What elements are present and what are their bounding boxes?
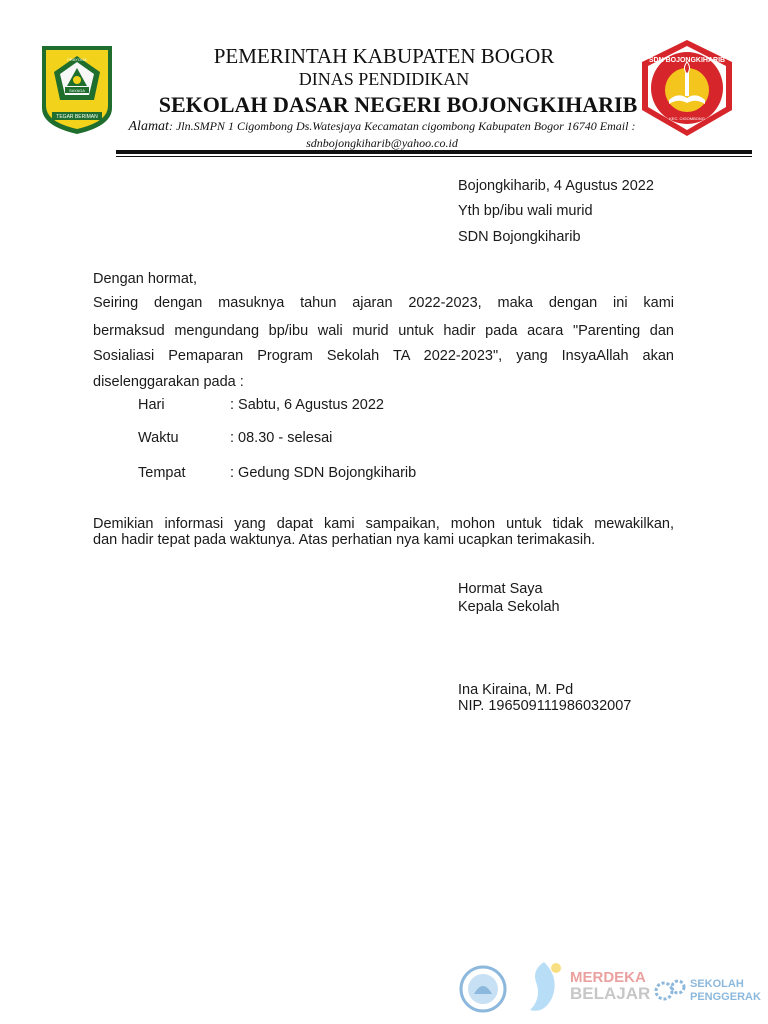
address-email: sdnbojongkiharib@yahoo.co.id (306, 136, 458, 150)
left-logo-banner-text: SAYAGA (69, 88, 85, 93)
intro-line-1: Seiring dengan masuknya tahun ajaran 2022-2023, maka dengan ini kami (93, 295, 674, 311)
left-logo-bottom-text: TEGAR BERIMAN (56, 114, 98, 120)
recipient-to: Yth bp/ibu wali murid (458, 203, 593, 219)
address-line-1: : Jln.SMPN 1 Cigombong Ds.Watesjaya Kecamatan cigombong Kabupaten Bogor 16740 Email : (168, 119, 636, 133)
detail-label-time: Waktu (138, 430, 179, 446)
detail-value-time: : 08.30 - selesai (230, 430, 333, 446)
letterhead-divider (116, 150, 752, 154)
signature-name: Ina Kiraina, M. Pd (458, 682, 574, 698)
tut-wuri-handayani-logo (458, 964, 508, 1014)
merdeka-belajar-text (570, 970, 650, 1002)
closing-line-1: Demikian informasi yang dapat kami sampaikan, mohon untuk tidak mewakilkan, (93, 516, 674, 532)
letterhead-address (122, 118, 642, 151)
closing-line-2: dan hadir tepat pada waktunya. Atas perhatian nya kami ucapkan terimakasih. (93, 532, 596, 548)
merdeka-text: MERDEKA (570, 969, 646, 986)
left-logo-top-text: PRAYOGA (67, 57, 87, 62)
letterhead-government: PEMERINTAH KABUPATEN BOGOR (213, 44, 555, 68)
gear-icon (652, 976, 688, 1006)
signature-title: Kepala Sekolah (458, 599, 560, 615)
address-label: Alamat (128, 119, 169, 134)
recipient-school: SDN Bojongkiharib (458, 229, 581, 245)
detail-value-day: : Sabtu, 6 Agustus 2022 (230, 397, 384, 413)
detail-label-place: Tempat (138, 465, 186, 481)
signature-nip: NIP. 196509111986032007 (458, 698, 632, 714)
detail-value-place: : Gedung SDN Bojongkiharib (230, 465, 417, 481)
greeting: Dengan hormat, (93, 271, 197, 287)
sekolah-text: SEKOLAH (690, 978, 744, 990)
right-logo-arc-text: SDN BOJONGKIHARIB (648, 57, 726, 64)
letterhead-divider-thin (116, 156, 752, 157)
letterhead-school-name: SEKOLAH DASAR NEGERI BOJONGKIHARIB (158, 92, 638, 117)
intro-line-3: Sosialiasi Pemaparan Program Sekolah TA 2022-2023", yang InsyaAllah akan (93, 348, 674, 364)
belajar-text: BELAJAR (570, 984, 651, 1003)
signature-regards: Hormat Saya (458, 581, 543, 597)
letter-date: Bojongkiharib, 4 Agustus 2022 (458, 178, 654, 194)
intro-line-4: diselenggarakan pada : (93, 374, 244, 390)
intro-line-2: bermaksud mengundang bp/ibu wali murid untuk hadir pada acara "Parenting dan (93, 323, 674, 339)
penggerak-text: PENGGERAK (690, 991, 761, 1003)
right-logo-bottom-text: KEC. CIGOMBONG (669, 116, 705, 121)
letterhead-department: DINAS PENDIDIKAN (298, 69, 470, 89)
detail-label-day: Hari (138, 397, 165, 413)
merdeka-belajar-mark (522, 958, 566, 1018)
sdn-bojongkiharib-logo (636, 38, 738, 138)
sekolah-penggerak-text (690, 978, 761, 1004)
